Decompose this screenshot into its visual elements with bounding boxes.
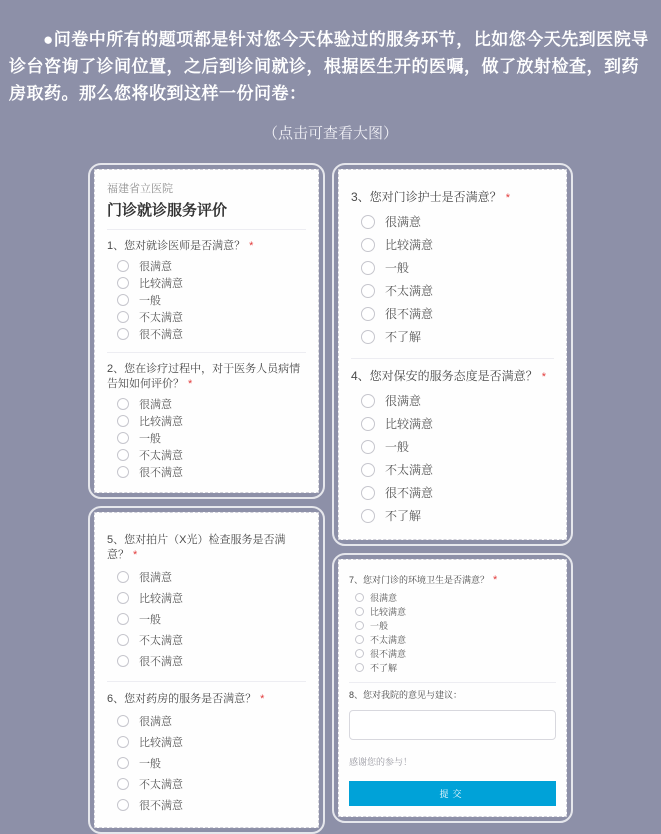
radio-option[interactable]: 很满意 (107, 257, 306, 274)
radio-option[interactable]: 很不满意 (351, 481, 554, 504)
form-title: 门诊就诊服务评价 (107, 199, 306, 230)
radio-circle-icon[interactable] (355, 593, 364, 602)
question-3-label: 3、您对门诊护士是否满意？ * (351, 190, 510, 204)
radio-option[interactable]: 比较满意 (351, 412, 554, 435)
question-7-options (349, 590, 556, 674)
radio-option[interactable]: 比较满意 (107, 587, 306, 608)
radio-option[interactable]: 很满意 (107, 395, 306, 412)
suggestions-textarea[interactable] (349, 710, 556, 740)
radio-circle-icon[interactable] (117, 328, 129, 340)
survey-screenshots-grid (0, 163, 661, 834)
question-1-label: 1、您对就诊医师是否满意？ * (107, 240, 254, 252)
radio-option[interactable]: 比较满意 (107, 731, 306, 752)
radio-circle-icon[interactable] (355, 663, 364, 672)
radio-circle-icon[interactable] (117, 715, 129, 727)
radio-option[interactable]: 一般 (349, 618, 556, 632)
required-asterisk: * (505, 192, 510, 204)
radio-circle-icon[interactable] (117, 571, 129, 583)
radio-circle-icon[interactable] (355, 635, 364, 644)
question-4-label: 4、您对保安的服务态度是否满意？ * (351, 369, 546, 383)
question-3-options (351, 210, 554, 348)
radio-circle-icon[interactable] (361, 307, 375, 321)
thanks-text: 感谢您的参与！ (349, 757, 413, 767)
radio-circle-icon[interactable] (361, 330, 375, 344)
radio-option[interactable]: 一般 (107, 608, 306, 629)
radio-option[interactable]: 一般 (351, 256, 554, 279)
survey-card-questions-7-8[interactable] (332, 553, 573, 823)
radio-circle-icon[interactable] (117, 260, 129, 272)
radio-option[interactable]: 很满意 (107, 710, 306, 731)
radio-option[interactable]: 不太满意 (107, 308, 306, 325)
radio-option[interactable]: 很满意 (349, 590, 556, 604)
radio-option[interactable]: 很不满意 (107, 325, 306, 342)
radio-option[interactable]: 很不满意 (107, 650, 306, 671)
radio-circle-icon[interactable] (117, 655, 129, 667)
radio-circle-icon[interactable] (117, 432, 129, 444)
radio-option[interactable]: 比较满意 (107, 274, 306, 291)
required-asterisk: * (188, 378, 193, 390)
radio-option[interactable]: 比较满意 (351, 233, 554, 256)
radio-circle-icon[interactable] (355, 649, 364, 658)
required-asterisk: * (260, 693, 265, 705)
radio-circle-icon[interactable] (117, 466, 129, 478)
question-divider (349, 682, 556, 683)
survey-panel (338, 559, 567, 817)
radio-option[interactable]: 很不满意 (107, 794, 306, 815)
radio-option[interactable]: 很不满意 (351, 302, 554, 325)
radio-option[interactable]: 不太满意 (107, 629, 306, 650)
survey-card-questions-5-6[interactable] (88, 506, 325, 834)
question-6-options (107, 710, 306, 815)
radio-circle-icon[interactable] (117, 634, 129, 646)
question-4-options (351, 389, 554, 527)
radio-circle-icon[interactable] (355, 607, 364, 616)
radio-option[interactable]: 不太满意 (107, 773, 306, 794)
question-2-options (107, 395, 306, 480)
radio-option[interactable]: 不了解 (349, 660, 556, 674)
radio-option[interactable]: 不了解 (351, 504, 554, 527)
question-divider (107, 681, 306, 682)
radio-circle-icon[interactable] (361, 394, 375, 408)
question-divider (351, 358, 554, 359)
right-column (332, 163, 573, 823)
required-asterisk: * (541, 371, 546, 383)
question-1-options (107, 257, 306, 342)
radio-option[interactable]: 很不满意 (349, 646, 556, 660)
question-divider (107, 352, 306, 353)
radio-circle-icon[interactable] (117, 311, 129, 323)
survey-card-questions-1-2[interactable] (88, 163, 325, 499)
radio-circle-icon[interactable] (117, 398, 129, 410)
radio-circle-icon[interactable] (117, 778, 129, 790)
radio-circle-icon[interactable] (117, 415, 129, 427)
question-5-options (107, 566, 306, 671)
radio-circle-icon[interactable] (117, 277, 129, 289)
radio-circle-icon[interactable] (117, 449, 129, 461)
question-2-label: 2、您在诊疗过程中，对于医务人员病情告知如何评价？ * (107, 363, 301, 390)
radio-circle-icon[interactable] (117, 736, 129, 748)
radio-circle-icon[interactable] (117, 799, 129, 811)
submit-button[interactable]: 提交 (349, 781, 556, 806)
survey-panel (94, 169, 319, 493)
radio-option[interactable]: 比较满意 (107, 412, 306, 429)
left-column (88, 163, 325, 834)
radio-option[interactable]: 不太满意 (351, 458, 554, 481)
survey-card-questions-3-4[interactable] (332, 163, 573, 546)
radio-option[interactable]: 不太满意 (107, 446, 306, 463)
question-6-label: 6、您对药房的服务是否满意？ * (107, 693, 265, 705)
radio-circle-icon[interactable] (117, 613, 129, 625)
radio-option[interactable]: 一般 (107, 291, 306, 308)
radio-circle-icon[interactable] (361, 215, 375, 229)
radio-circle-icon[interactable] (117, 757, 129, 769)
radio-option[interactable]: 一般 (351, 435, 554, 458)
question-5-label: 5、您对拍片（X光）检查服务是否满意？ * (107, 534, 286, 561)
radio-option[interactable]: 不太满意 (351, 279, 554, 302)
radio-circle-icon[interactable] (361, 417, 375, 431)
radio-option[interactable]: 很满意 (351, 389, 554, 412)
radio-option[interactable]: 一般 (107, 752, 306, 773)
radio-option[interactable]: 很满意 (351, 210, 554, 233)
radio-circle-icon[interactable] (361, 463, 375, 477)
radio-circle-icon[interactable] (361, 509, 375, 523)
radio-circle-icon[interactable] (355, 621, 364, 630)
zoom-hint-caption: （点击可查看大图） (262, 125, 398, 142)
required-asterisk: * (133, 549, 138, 561)
intro-paragraph: ●问卷中所有的题项都是针对您今天体验过的服务环节，比如您今天先到医院导诊台咨询了诊间位置，之后到诊间就诊，根据医生开的医嘱，做了放射检查，到药房取药。那么您将收到这样一份问卷： (9, 30, 649, 103)
hospital-name: 福建省立医院 (107, 183, 173, 195)
question-7-label: 7、您对门诊的环境卫生是否满意？ * (349, 574, 498, 586)
radio-option[interactable]: 一般 (107, 429, 306, 446)
radio-circle-icon[interactable] (361, 238, 375, 252)
radio-circle-icon[interactable] (361, 284, 375, 298)
survey-panel (338, 169, 567, 540)
radio-option[interactable]: 不太满意 (349, 632, 556, 646)
required-asterisk: * (249, 240, 254, 252)
radio-option[interactable]: 很不满意 (107, 463, 306, 480)
radio-circle-icon[interactable] (117, 294, 129, 306)
radio-option[interactable]: 很满意 (107, 566, 306, 587)
radio-circle-icon[interactable] (361, 440, 375, 454)
radio-circle-icon[interactable] (117, 592, 129, 604)
radio-circle-icon[interactable] (361, 261, 375, 275)
question-8-label: 8、您对我院的意见与建议： (349, 690, 463, 700)
radio-option[interactable]: 比较满意 (349, 604, 556, 618)
radio-option[interactable]: 不了解 (351, 325, 554, 348)
radio-circle-icon[interactable] (361, 486, 375, 500)
required-asterisk: * (493, 574, 498, 586)
survey-panel (94, 512, 319, 828)
